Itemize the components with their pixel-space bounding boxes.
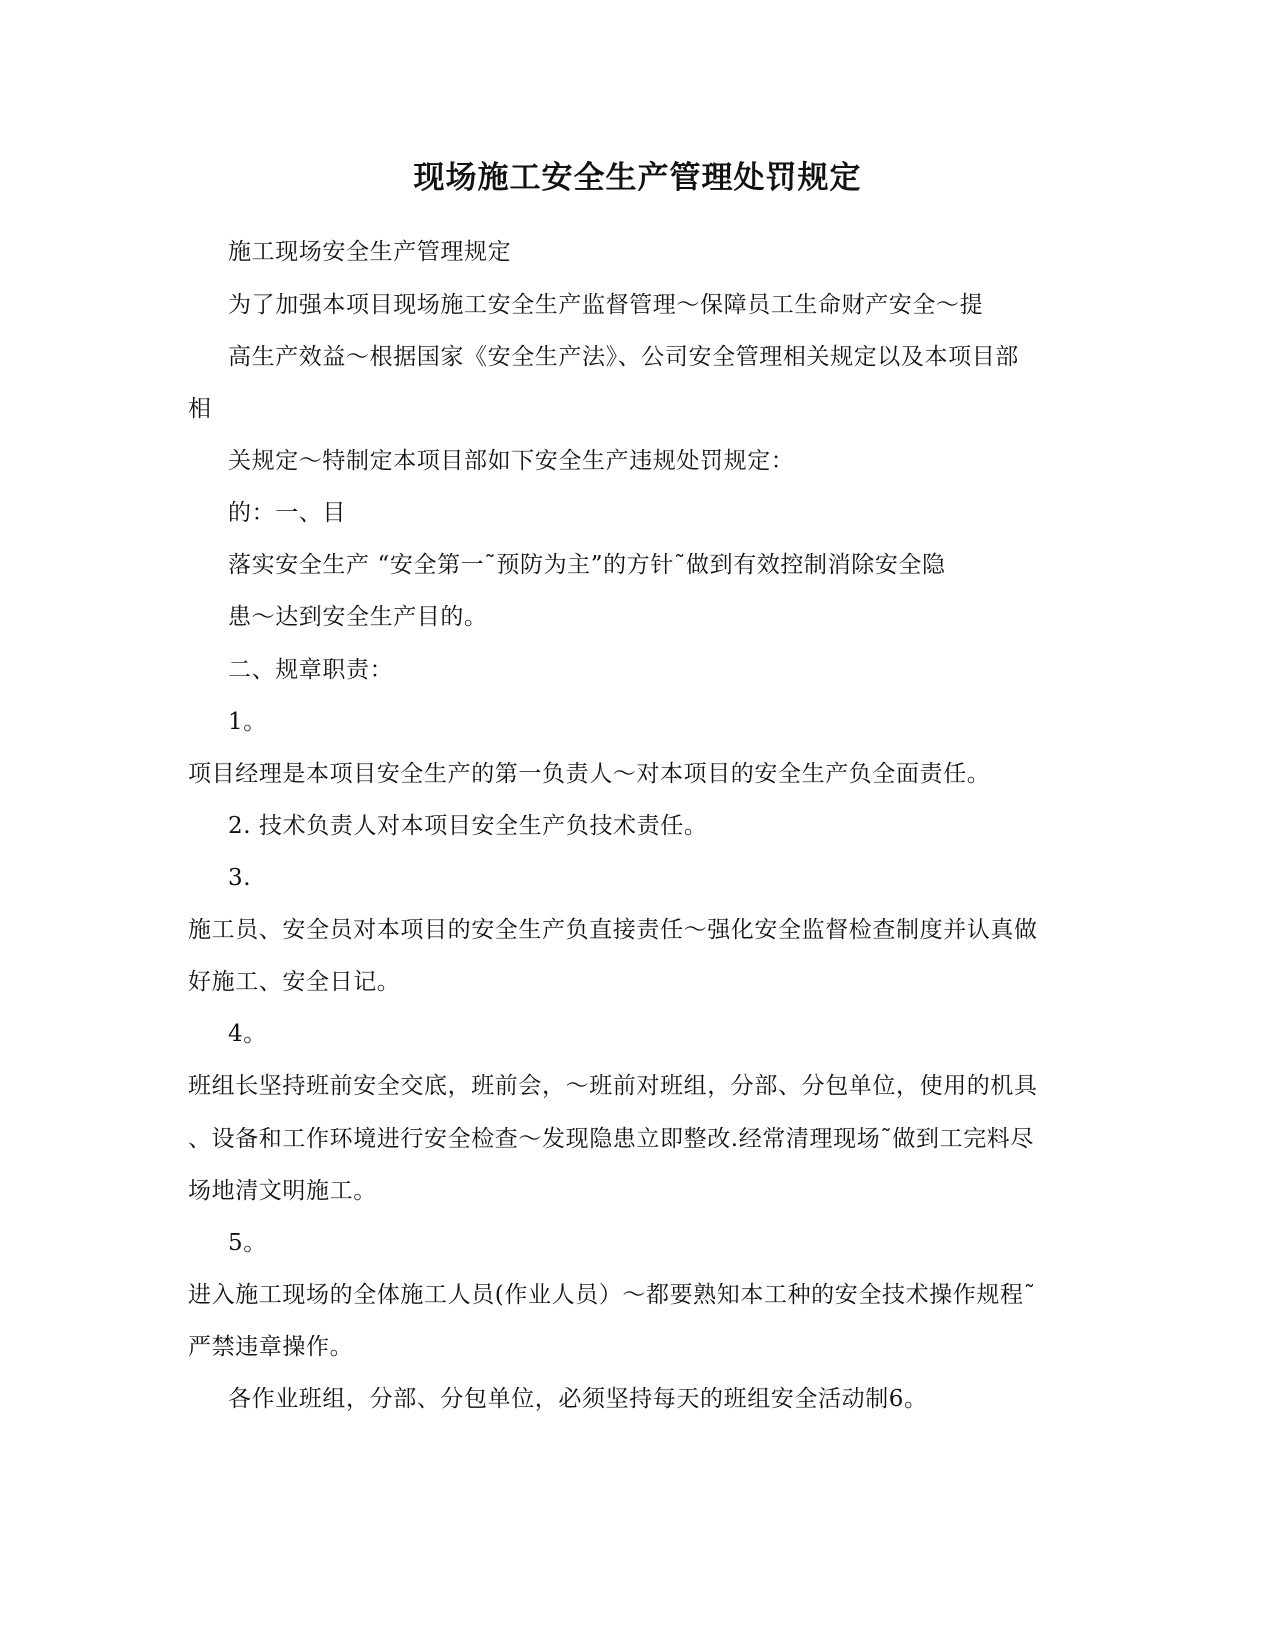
text-line: 进入施工现场的全体施工人员(作业人员）～都要熟知本工种的安全技术操作规程˜ xyxy=(188,1282,1036,1308)
document-title: 现场施工安全生产管理处罚规定 xyxy=(413,160,862,196)
text-line: 为了加强本项目现场施工安全生产监督管理～保障员工生命财产安全～提 xyxy=(228,292,984,318)
text-line: 关规定～特制定本项目部如下安全生产违规处罚规定： xyxy=(228,448,795,474)
text-line: 各作业班组，分部、分包单位，必须坚持每天的班组安全活动制6。 xyxy=(228,1386,928,1412)
text-line: 患～达到安全生产目的。 xyxy=(228,604,488,630)
text-line: 2. 技术负责人对本项目安全生产负技术责任。 xyxy=(228,813,708,839)
text-line: 1。 xyxy=(228,709,267,735)
text-line: 场地清文明施工。 xyxy=(188,1178,377,1204)
text-line: 二、规章职责： xyxy=(228,657,394,683)
text-line: 施工现场安全生产管理规定 xyxy=(228,239,512,265)
text-line: 施工员、安全员对本项目的安全生产负直接责任～强化安全监督检查制度并认真做 xyxy=(188,917,1038,943)
text-line: 相 xyxy=(188,396,212,422)
text-line: 高生产效益～根据国家《安全生产法》、公司安全管理相关规定以及本项目部 xyxy=(228,344,1019,370)
text-line: 4。 xyxy=(228,1021,267,1047)
text-line: 落实安全生产 “安全第一˜预防为主”的方针˜做到有效控制消除安全隐 xyxy=(228,552,946,578)
text-line: 班组长坚持班前安全交底，班前会，～班前对班组，分部、分包单位，使用的机具 xyxy=(188,1073,1038,1099)
text-line: 好施工、安全日记。 xyxy=(188,969,401,995)
text-line: 的：一、目 xyxy=(228,500,346,526)
text-line: 5。 xyxy=(228,1230,267,1256)
text-line: 项目经理是本项目安全生产的第一负责人～对本项目的安全生产负全面责任。 xyxy=(188,761,991,787)
text-line: 、设备和工作环境进行安全检查～发现隐患立即整改.经常清理现场˜做到工完料尽 xyxy=(188,1126,1035,1152)
text-line: 严禁违章操作。 xyxy=(188,1334,354,1360)
text-line: 3. xyxy=(228,865,252,891)
